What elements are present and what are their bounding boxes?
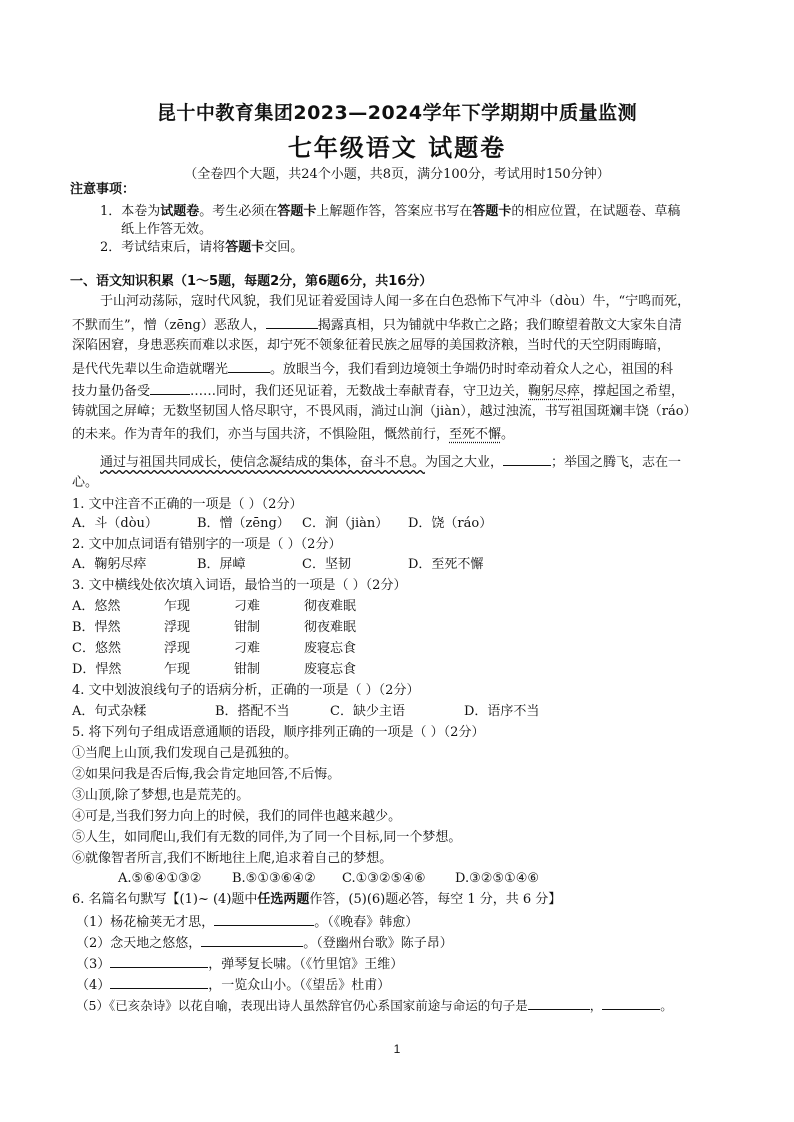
option-cell: 乍现	[164, 599, 191, 614]
q1-option[interactable]: C．涧（jiàn）	[302, 516, 389, 531]
passage-text: ；举国之腾飞，志在一	[551, 455, 682, 470]
q2-option[interactable]: A．鞠躬尽瘁	[72, 557, 147, 572]
passage-line: 深陷困窘，身患恶疾而难以求医，却宁死不领象征着民族之屈辱的美国救济粮，当时代的天空阴雨晦暗，	[72, 338, 671, 353]
note-text: 交回。	[264, 240, 304, 255]
passage-line	[100, 451, 681, 473]
q5-sentence: ④可是,当我们努力向上的时候，我们的同伴也越来越少。	[72, 809, 402, 824]
note-text: 1．本卷为	[100, 204, 161, 219]
exam-title: 昆十中教育集团2023—2024学年下学期期中质量监测	[156, 102, 638, 124]
question-3: 3. 文中横线处依次填入词语，最恰当的一项是（ ）（2分）	[72, 578, 407, 593]
q3-option-b[interactable]	[72, 618, 356, 638]
q1-option[interactable]: D．饶（ráo）	[408, 516, 493, 531]
note-bold: 答题卡	[277, 204, 317, 219]
q6-text: （3）	[76, 957, 111, 972]
q6-text: ，	[589, 998, 603, 1013]
passage-text: 揭露真相，只为铺就中华救亡之路；我们瞭望着散文大家朱自清	[317, 318, 682, 333]
fill-blank[interactable]	[110, 953, 208, 968]
passage-line: 于山河动荡际，寇时代风貌，我们见证着爱国诗人闻一多在白色恐怖下气冲斗（dòu）牛，“宁鸣而死，	[100, 294, 691, 309]
q6-text: （2）念天地之悠悠，	[76, 936, 202, 951]
passage-text: 。	[501, 427, 515, 442]
fill-blank[interactable]	[150, 380, 190, 395]
q4-option[interactable]: C．缺少主语	[330, 704, 405, 719]
fill-blank[interactable]	[266, 314, 318, 329]
fill-blank[interactable]	[602, 995, 660, 1010]
note-text: 。考生必须在	[199, 204, 278, 219]
exam-subtitle: 七年级语文 试题卷	[287, 134, 507, 162]
option-cell: 彻夜难眠	[304, 620, 357, 635]
fill-blank[interactable]	[110, 974, 208, 989]
passage-text: 技力量仍备受	[72, 384, 151, 399]
passage-line	[72, 314, 682, 336]
wavy-sentence: 通过与祖国共同成长，使信念凝结成的集体，奋斗不息。	[100, 455, 426, 470]
q4-option[interactable]: A．句式杂糅	[72, 704, 147, 719]
option-cell: D．悍然	[72, 662, 122, 677]
passage-text: 的未来。作为青年的我们，亦当与国共济，不惧险阻，慨然前行，	[72, 427, 450, 442]
q6-text: ，弹琴复长啸。（《竹里馆》王维）	[208, 957, 404, 972]
notes-heading: 注意事项：	[70, 182, 136, 197]
q6-text: （1）杨花榆荚无才思，	[76, 915, 215, 930]
passage-text: 是代代先辈以生命造就曙光	[72, 362, 229, 377]
q6-line-4	[76, 974, 390, 996]
q2-option[interactable]: D．至死不懈	[408, 557, 484, 572]
passage-line: 铸就国之屏嶂；无数坚韧国人恪尽职守，不畏风雨，淌过山涧（jiàn），越过浊流，书写祖国斑斓丰饶（ráo）	[72, 404, 697, 419]
q5-option[interactable]: A.⑤⑥④①③②	[118, 871, 202, 886]
note-bold: 试题卷	[160, 204, 200, 219]
q5-sentence: ①当爬上山顶,我们发现自己是孤独的。	[72, 746, 298, 761]
option-cell: 钳制	[234, 620, 261, 635]
passage-text: 为国之大业，	[425, 455, 504, 470]
option-cell: A．悠然	[72, 599, 121, 614]
q1-option[interactable]: A．斗（dòu）	[72, 516, 158, 531]
q3-option-c[interactable]	[72, 639, 356, 659]
q3-option-a[interactable]	[72, 597, 356, 617]
passage-text: ……同时，我们还见证着，无数战士奉献青春，守卫边关，	[190, 384, 529, 399]
q6-text: ，一览众山小。（《望岳》杜甫）	[208, 978, 391, 993]
q5-option[interactable]: C.①③②⑤④⑥	[342, 871, 426, 886]
q1-option[interactable]: B．憎（zēng）	[197, 516, 290, 531]
note-2	[100, 238, 303, 258]
note-bold: 答题卡	[225, 240, 265, 255]
q6-text: 作答，(5)(6)题必答，每空 1 分，共 6 分】	[309, 892, 562, 907]
note-text: 2．考试结束后，请将	[100, 240, 226, 255]
fill-blank[interactable]	[228, 358, 270, 373]
q6-text: （5）《已亥杂诗》以花自喻，表现出诗人虽然辞官仍心系国家前途与命运的句子是	[76, 998, 528, 1013]
fill-blank[interactable]	[528, 995, 590, 1010]
q3-option-d[interactable]	[72, 660, 356, 680]
note-text: 的相应位置，在试题卷、草稿	[511, 204, 681, 219]
q5-option[interactable]: B.⑤①③⑥④②	[232, 871, 316, 886]
q2-option[interactable]: C．坚韧	[302, 557, 351, 572]
option-cell: 刁难	[234, 599, 261, 614]
question-5: 5. 将下列句子组成语意通顺的语段，顺序排列正确的一项是（ ）（2分）	[72, 725, 485, 740]
passage-text: 。放眼当今，我们看到边境领土争端仍时时牵动着众人之心，祖国的科	[270, 362, 674, 377]
q5-option[interactable]: D.③②⑤①④⑥	[455, 871, 540, 886]
option-cell: 彻夜难眠	[304, 599, 357, 614]
q6-text: （4）	[76, 978, 111, 993]
option-cell: 钳制	[234, 662, 261, 677]
question-6	[72, 890, 561, 910]
q4-option[interactable]: D．语序不当	[464, 704, 540, 719]
q5-sentence: ⑥就像智者所言,我们不断地往上爬,追求着自己的梦想。	[72, 851, 393, 866]
question-2: 2. 文中加点词语有错别字的一项是（ ）（2分）	[72, 537, 342, 552]
option-cell: C．悠然	[72, 641, 121, 656]
passage-text: ，撑起国之希望，	[580, 384, 685, 399]
note-1-cont: 纸上作答无效。	[121, 222, 213, 237]
q5-sentence: ②如果问我是否后悔,我会肯定地回答,不后悔。	[72, 767, 341, 782]
option-cell: 浮现	[164, 641, 191, 656]
page-number: 1	[393, 1042, 401, 1056]
passage-text: 不默而生”，憎（zēng）恶敌人，	[72, 318, 266, 333]
passage-line	[72, 380, 684, 402]
q5-sentence: ③山顶,除了梦想,也是荒芜的。	[72, 788, 250, 803]
note-1	[100, 202, 680, 222]
fill-blank[interactable]	[201, 932, 303, 947]
passage-line: 心。	[72, 475, 99, 490]
note-text: 上解题作答，答案应书写在	[316, 204, 473, 219]
option-cell: 乍现	[164, 662, 191, 677]
option-cell: B．悍然	[72, 620, 121, 635]
q6-line-2	[76, 932, 453, 954]
option-cell: 浮现	[164, 620, 191, 635]
option-cell: 废寝忘食	[304, 662, 357, 677]
q6-text: 6. 名篇名句默写【(1)~ (4)题中	[72, 892, 258, 907]
passage-line	[72, 425, 514, 445]
dotted-word: 至死不懈	[449, 427, 502, 442]
question-1: 1. 文中注音不正确的一项是（ ）（2分）	[72, 497, 303, 512]
note-bold: 答题卡	[472, 204, 512, 219]
q6-text: 。	[660, 998, 673, 1013]
q5-sentence: ⑤人生，如同爬山,我们有无数的同伴,为了同一个目标,同一个梦想。	[72, 830, 462, 845]
q6-bold: 任选两题	[257, 892, 310, 907]
q6-line-3	[76, 953, 403, 975]
q6-text: 。（《晚春》韩愈）	[314, 915, 419, 930]
q4-option[interactable]: B．搭配不当	[215, 704, 290, 719]
question-4: 4. 文中划波浪线句子的语病分析，正确的一项是（ ）（2分）	[72, 683, 420, 698]
option-cell: 刁难	[234, 641, 261, 656]
q6-line-5	[76, 995, 673, 1016]
exam-info: （全卷四个大题，共24个小题，共8页，满分100分，考试用时150分钟）	[184, 167, 610, 182]
option-cell: 废寝忘食	[304, 641, 357, 656]
fill-blank[interactable]	[503, 451, 551, 466]
passage-line	[72, 358, 673, 380]
fill-blank[interactable]	[214, 911, 314, 926]
q2-option[interactable]: B．屏嶂	[197, 557, 246, 572]
q6-text: 。（登幽州台歌》陈子昂）	[303, 936, 453, 951]
dotted-word: 鞠躬尽瘁	[528, 384, 581, 399]
q6-line-1	[76, 911, 418, 933]
section1-heading: 一、语文知识积累（1～5题，每题2分，第6题6分，共16分）	[70, 274, 433, 289]
